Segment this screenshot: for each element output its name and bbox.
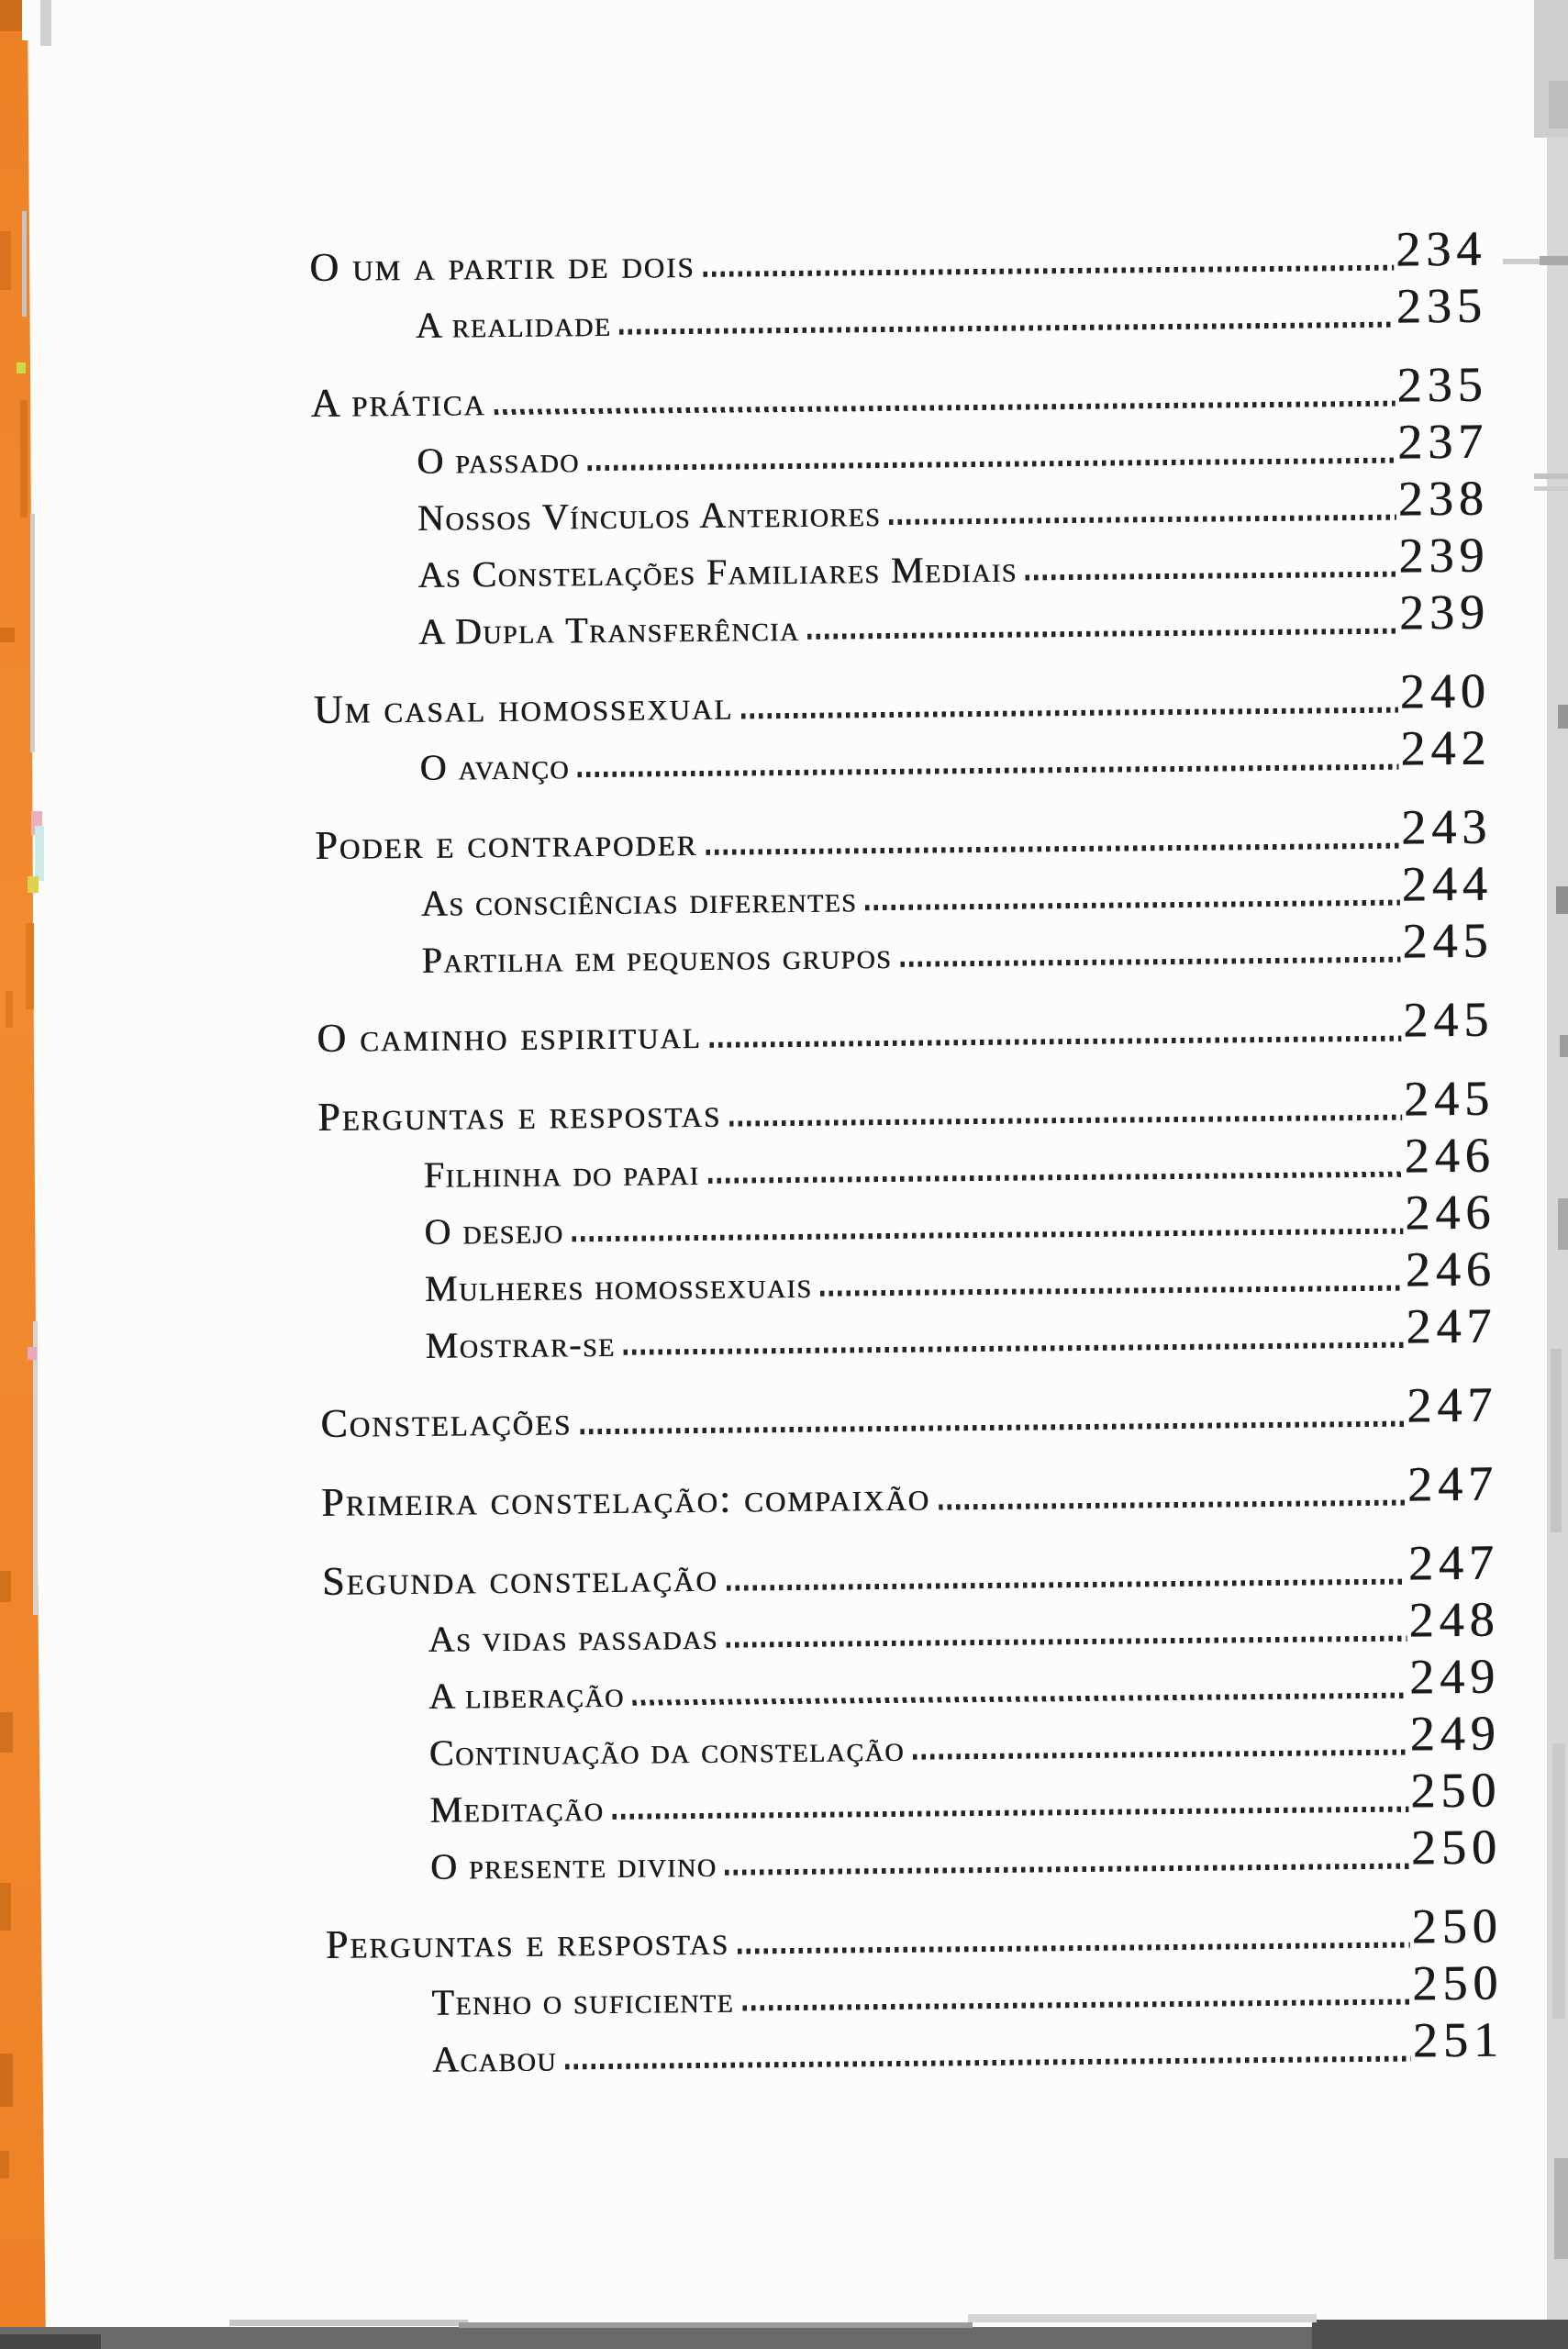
scan-artifact-edge-mark: [1558, 1198, 1568, 1250]
scan-artifact-dark-orange: [26, 923, 34, 1009]
toc-leader-dots: [704, 265, 1395, 277]
scan-artifact-edge-mark: [1558, 705, 1568, 729]
toc-entry: [310, 277, 1487, 346]
toc-page-number: 240: [1399, 662, 1491, 719]
scan-artifact-dark-orange: [0, 1883, 11, 1931]
toc-leader-dots: [820, 1286, 1404, 1297]
scan-artifact-dark-orange: [0, 628, 15, 642]
toc-entry-label: O presente divino: [429, 1842, 717, 1887]
toc-entry-label: Tenho o suficiente: [431, 1978, 735, 2023]
toc-leader-dots: [865, 900, 1400, 911]
toc-leader-dots: [619, 322, 1395, 335]
toc-leader-dots: [729, 1115, 1402, 1127]
toc-leader-dots: [612, 1807, 1408, 1820]
toc-page-number: 251: [1412, 2011, 1505, 2068]
toc-page-number: 247: [1406, 1297, 1497, 1354]
scan-artifact-white-notch: [22, 0, 29, 40]
toc-entry-label: Acabou: [431, 2037, 558, 2080]
toc-page-number: 246: [1404, 1184, 1496, 1241]
toc-page-number: 249: [1408, 1648, 1501, 1705]
toc-page-number: 239: [1398, 584, 1491, 640]
toc-leader-dots: [707, 1172, 1402, 1184]
toc-leader-dots: [572, 1229, 1403, 1242]
toc-page-number: 246: [1404, 1127, 1496, 1184]
toc-leader-dots: [633, 1693, 1408, 1706]
toc-entry-label: Nossos Vínculos Anteriores: [417, 493, 882, 539]
toc-page-number: 245: [1402, 912, 1494, 969]
toc-entry-label: Um casal homossexual: [313, 683, 734, 732]
toc-entry-label: As vidas passadas: [428, 1615, 718, 1660]
toc-leader-dots: [727, 1579, 1407, 1591]
scan-artifact-dark-orange: [0, 2054, 13, 2107]
scan-artifact-yellow-speck: [17, 362, 26, 373]
toc-entry-label: O um a partir de dois: [308, 240, 695, 290]
toc-entry-label: A realidade: [415, 302, 612, 346]
toc-entry: [327, 2011, 1505, 2080]
toc-entry: [319, 1297, 1497, 1366]
toc-page-number: 250: [1411, 1898, 1503, 1954]
scan-artifact-edge-tick: [1540, 256, 1568, 265]
toc-leader-dots: [580, 1421, 1405, 1435]
toc-entry-label: A Dupla Transferência: [417, 607, 800, 652]
toc-page-number: 243: [1400, 798, 1493, 855]
toc-entry-label: Perguntas e respostas: [325, 1918, 730, 1967]
toc-leader-dots: [738, 1943, 1410, 1954]
toc-entry: [323, 1648, 1501, 1717]
toc-leader-dots: [725, 1864, 1409, 1876]
toc-page-number: 247: [1406, 1376, 1498, 1433]
scan-artifact-gray-sliver: [22, 211, 27, 317]
toc-page-number: 248: [1408, 1591, 1500, 1648]
toc-entry: [313, 584, 1491, 652]
toc-page-number: 234: [1395, 220, 1487, 277]
toc-leader-dots: [742, 1999, 1410, 2011]
toc-entry: [317, 1070, 1496, 1140]
toc-entry-label: Primeira constelação: compaixão: [320, 1474, 931, 1525]
toc-entry: [322, 1591, 1500, 1660]
scan-artifact-edge-mark: [1552, 1743, 1565, 2019]
table-of-contents: [308, 220, 1505, 2080]
toc-page-number: 246: [1405, 1241, 1497, 1297]
toc-entry: [310, 356, 1488, 426]
toc-entry: [314, 719, 1492, 788]
toc-entry: [324, 1705, 1501, 1774]
scan-artifact-edge-tick: [1503, 259, 1540, 264]
toc-page-number: 242: [1400, 719, 1492, 776]
scan-artifact-dark-orange: [6, 991, 13, 1028]
toc-entry: [312, 470, 1489, 539]
toc-entry: [319, 1241, 1497, 1309]
toc-entry-label: Continuação da constelação: [428, 1727, 906, 1774]
toc-leader-dots: [578, 764, 1399, 778]
toc-page-number: 245: [1403, 1070, 1496, 1127]
toc-page-number: 247: [1407, 1534, 1500, 1591]
toc-entry: [320, 1455, 1499, 1525]
toc-entry: [325, 1898, 1503, 1967]
toc-entry: [324, 1762, 1502, 1831]
toc-leader-dots: [741, 707, 1398, 719]
toc-leader-dots: [939, 1500, 1406, 1510]
toc-entry: [326, 1954, 1504, 2023]
toc-entry-label: Perguntas e respostas: [317, 1090, 722, 1140]
scan-artifact-bottom-light: [968, 2314, 1317, 2322]
toc-entry: [315, 798, 1493, 868]
toc-leader-dots: [1026, 572, 1397, 581]
scan-artifact-edge-mark: [1560, 1035, 1568, 1057]
scan-artifact-edge-mark: [1551, 1349, 1562, 1532]
toc-entry: [308, 220, 1487, 290]
toc-entry: [320, 1376, 1498, 1446]
toc-leader-dots: [495, 401, 1396, 415]
toc-entry-label: O desejo: [424, 1209, 564, 1252]
toc-entry-label: Segunda constelação: [321, 1554, 718, 1604]
toc-entry-label: O caminho espiritual: [317, 1011, 702, 1061]
book-spine: [0, 0, 55, 2349]
toc-entry-label: A liberação: [428, 1673, 625, 1717]
scan-artifact-gray-sliver: [33, 1321, 38, 1615]
scan-artifact-edge-mark: [1554, 2158, 1568, 2259]
scan-artifact-dark-orange: [0, 2151, 9, 2178]
scan-artifact-bottom-darkright: [1312, 2320, 1568, 2349]
scan-artifact-dark-orange: [0, 0, 22, 31]
scan-artifact-edge-tick: [1534, 473, 1568, 479]
toc-leader-dots: [913, 1750, 1408, 1760]
toc-page-number: 235: [1396, 356, 1488, 413]
toc-entry: [312, 527, 1490, 596]
scan-artifact-cyan-speck: [35, 826, 44, 881]
toc-leader-dots: [727, 1636, 1407, 1648]
scan-artifact-yellow-speck: [28, 876, 39, 893]
toc-entry-label: Meditação: [429, 1787, 605, 1831]
scan-artifact-dark-orange: [0, 1712, 13, 1753]
toc-entry-label: Filhinha do papai: [423, 1151, 700, 1196]
scan-artifact-bottom-light: [229, 2320, 468, 2326]
scan-artifact-bottom-mid: [459, 2322, 973, 2328]
scan-artifact-dark-orange: [0, 231, 11, 290]
toc-page-number: 250: [1410, 1819, 1503, 1876]
toc-entry-label: As Constelações Familiares Mediais: [417, 548, 1018, 596]
toc-page-number: 235: [1396, 277, 1487, 334]
toc-entry-label: O passado: [417, 439, 580, 482]
toc-entry: [318, 1127, 1496, 1196]
toc-entry-label: Mostrar-se: [425, 1322, 616, 1366]
toc-page-number: 244: [1401, 855, 1494, 912]
toc-entry-label: A prática: [310, 379, 486, 426]
toc-entry: [321, 1534, 1500, 1604]
toc-leader-dots: [706, 843, 1399, 855]
toc-entry-label: Constelações: [320, 1398, 573, 1446]
toc-entry-label: O avanço: [419, 745, 571, 788]
toc-entry: [311, 413, 1489, 482]
scan-artifact-dark-orange: [20, 400, 28, 518]
toc-page-number: 249: [1409, 1705, 1501, 1762]
toc-leader-dots: [624, 1342, 1405, 1355]
scan-artifact-edge-notch: [1549, 81, 1568, 128]
scan-artifact-pink-speck: [28, 1347, 37, 1360]
toc-page-number: 250: [1411, 1954, 1504, 2011]
toc-entry: [316, 855, 1494, 924]
toc-page-number: 239: [1398, 527, 1490, 584]
toc-entry: [316, 912, 1494, 981]
toc-leader-dots: [710, 1036, 1402, 1048]
toc-page-number: 245: [1402, 991, 1495, 1048]
toc-entry: [325, 1819, 1503, 1887]
scan-artifact-bottom-darkleft: [0, 2334, 101, 2349]
toc-leader-dots: [889, 515, 1396, 525]
scan-artifact-dark-orange: [0, 1571, 11, 1602]
toc-page-number: 238: [1397, 470, 1489, 527]
toc-entry-label: As consciências diferentes: [420, 878, 858, 924]
toc-leader-dots: [808, 629, 1398, 640]
toc-leader-dots: [900, 957, 1400, 967]
toc-page-number: 250: [1409, 1762, 1502, 1819]
toc-entry-label: Poder e contrapoder: [315, 818, 698, 868]
toc-entry-label: Mulheres homossexuais: [424, 1264, 813, 1309]
toc-leader-dots: [565, 2056, 1411, 2070]
toc-entry: [313, 662, 1491, 732]
toc-entry: [318, 1184, 1496, 1252]
toc-page-number: 247: [1407, 1455, 1499, 1512]
scan-artifact-gray-sliver: [30, 514, 35, 752]
toc-entry: [317, 991, 1495, 1061]
toc-page-number: 237: [1396, 413, 1489, 470]
toc-leader-dots: [588, 458, 1396, 471]
scan-artifact-edge-mark: [1556, 886, 1568, 914]
scan-artifact-gray-block: [40, 0, 51, 46]
scan-artifact-edge-tick: [1534, 486, 1568, 491]
toc-entry-label: Partilha em pequenos grupos: [421, 934, 893, 981]
